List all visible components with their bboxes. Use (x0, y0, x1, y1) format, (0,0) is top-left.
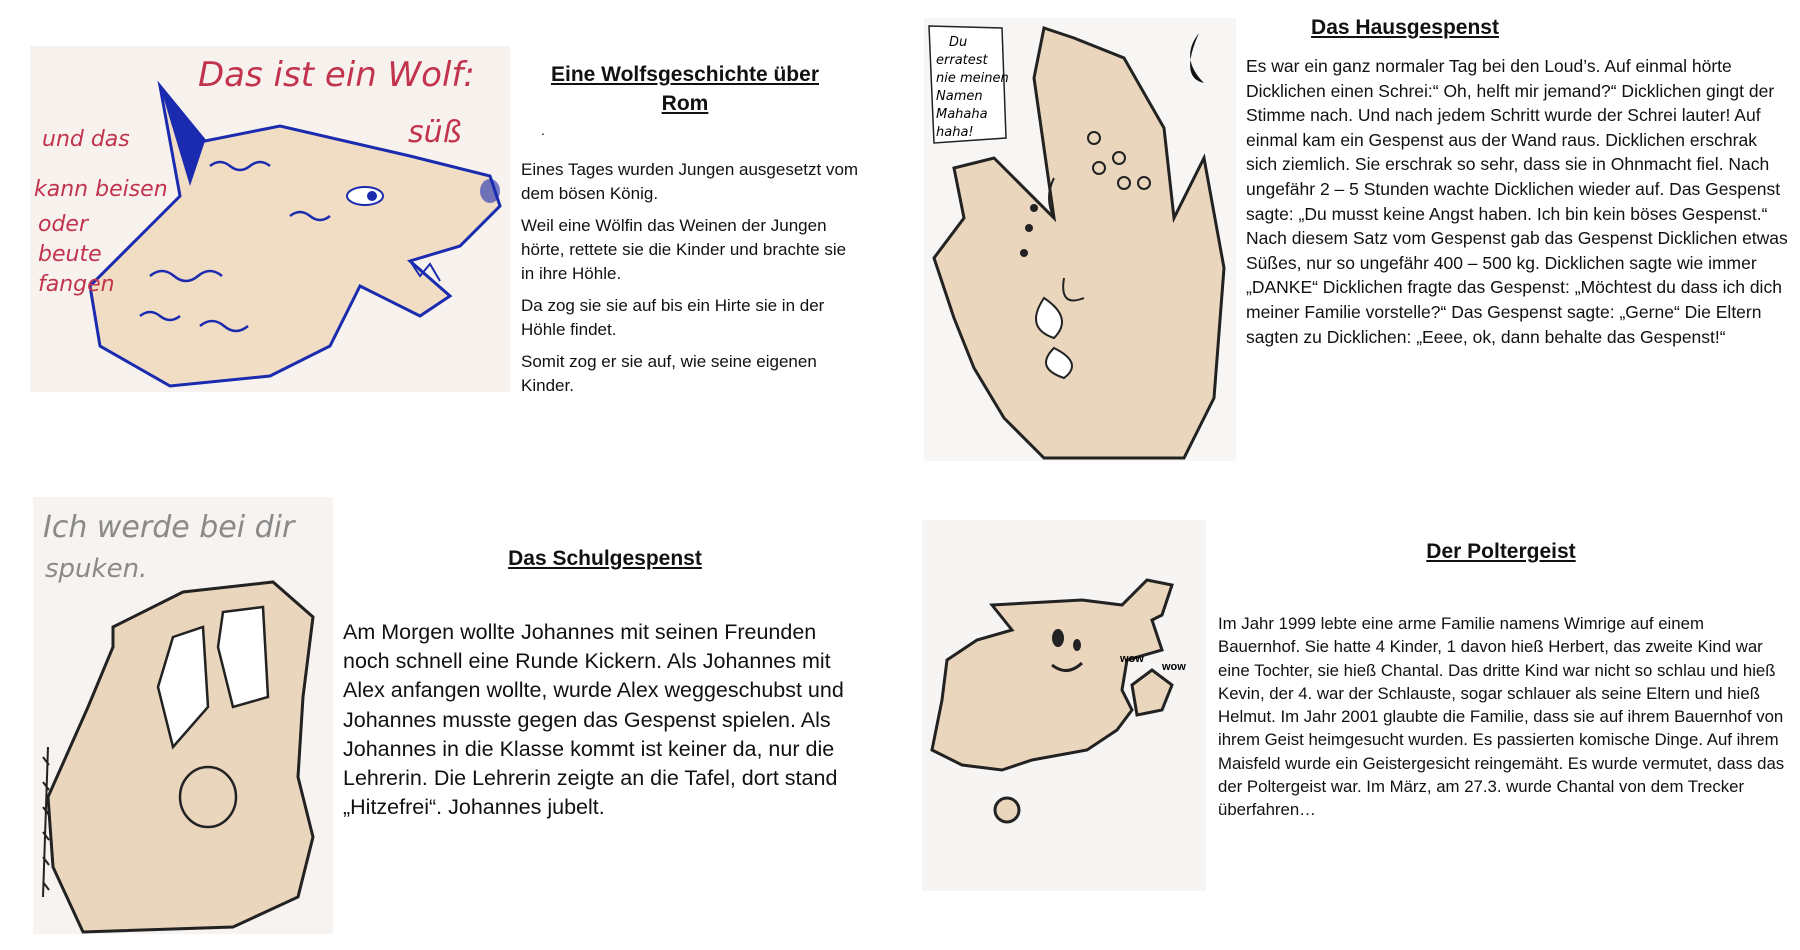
school-drawing-line-1: Ich werde bei dir (43, 510, 295, 545)
wolf-drawing-svg (30, 46, 510, 392)
wolf-drawing (30, 46, 510, 392)
poltergeist-title: Der Poltergeist (1426, 540, 1576, 563)
wolf-story (521, 158, 861, 406)
hausgespenst-text: Es war ein ganz normaler Tag bei den Loud’s. Auf einmal hörte Dicklichen einen Schrei:“ Oh, helft mir jemand?“ Dicklichen gingt der Stimme nach. Und nach jedem Schritt wurde der Schrei lauter! Auf einmal kam ein Gespenst aus der Wand raus. Dicklichen erschrak sich ziemlich. Sie erschrak so sehr, dass sie in Ohnmacht fiel. Nach ungefähr 2 – 5 Stunden wachte Dicklichen wieder auf. Das Gespenst sagte: „Du musst keine Angst haben. Ich bin kein böses Gespenst.“ Nach diesem Satz vom Gespenst gab das Gespenst Dicklichen etwas Süßes, nur so ungefähr 400 – 500 kg. Dicklichen sagte wie immer „DANKE“ Dicklichen fragte das Gespenst: „Möchtest du dass ich dich meiner Familie vorstelle?“ Das Gespenst sagte: „Gerne“ Die Eltern sagten zu Dicklichen: „Eeee, ok, dann behalte das Gespenst!“ (1246, 56, 1788, 347)
bubble-line-3: nie meinen (936, 71, 1009, 86)
wolf-paragraph-2: Weil eine Wölfin das Weinen der Jungen hörte, rettete sie die Kinder und brachte sie in ihre Höhle. (521, 216, 847, 283)
wolf-side-line-4: beute (38, 242, 102, 267)
schulgespenst-drawing (33, 497, 333, 934)
wolf-caption-sweet: süß (408, 115, 462, 150)
wolf-side-line-3: oder (38, 212, 89, 237)
wolf-paragraph-4: Somit zog er sie auf, wie seine eigenen Kinder. (521, 352, 817, 395)
wolf-side-line-5: fangen (38, 272, 115, 297)
hausgespenst-drawing (924, 18, 1236, 461)
hausgespenst-title: Das Hausgespenst (1311, 16, 1499, 39)
wolf-title-line-2: Rom (661, 92, 709, 115)
hausgespenst-drawing-svg (924, 18, 1236, 461)
poltergeist-drawing-svg (922, 520, 1206, 891)
wolf-caption: Das ist ein Wolf: (198, 55, 475, 95)
wolf-paragraph-3: Da zog sie sie auf bis ein Hirte sie in der Höhle findet. (521, 296, 825, 339)
bubble-line-1: Du (949, 35, 968, 50)
bubble-line-6: haha! (936, 125, 974, 140)
wow-2: wow (1162, 661, 1186, 673)
wolf-paragraph-1: Eines Tages wurden Jungen ausgesetzt vom dem bösen König. (521, 160, 859, 203)
wolf-title-line-1: Eine Wolfsgeschichte über (550, 63, 819, 86)
wolf-side-line-1: und das (42, 127, 130, 152)
schulgespenst-drawing-svg (33, 497, 333, 934)
bubble-line-2: erratest (936, 53, 988, 68)
school-drawing-line-2: spuken. (45, 554, 148, 584)
wow-1: wow (1120, 653, 1144, 665)
wolf-title (535, 60, 835, 118)
schulgespenst-title: Das Schulgespenst (508, 547, 702, 570)
poltergeist-text: Im Jahr 1999 lebte eine arme Familie namens Wimrige auf einem Bauernhof. Sie hatte 4 Kinder, 1 davon hieß Herbert, das zweite Kind war eine Tochter, sie hieß Chantal. Das dritte Kind war nicht so schlau und hieß Kevin, der 4. war der Schlauste, sogar schlauer als seine Eltern und hieß Helmut. Im Jahr 2001 glaubte die Familie, dass sie auf ihrem Bauernhof von ihrem Geist heimgesucht wurden. Es passierten komische Dinge. Auf ihrem Maisfeld wurde ein Geistergesicht reingemäht. Es wurde vermutet, dass das der Poltergeist war. Im März, am 27.3. wurde Chantal von dem Trecker überfahren… (1218, 614, 1785, 820)
schulgespenst-text: Am Morgen wollte Johannes mit seinen Freunden noch schnell eine Runde Kickern. Als Johannes mit Alex anfangen wollte, wurde Alex weggeschubst und Johannes musste gegen das Gespenst spielen. Als Johannes in die Klasse kommt ist keiner da, nur die Lehrerin. Die Lehrerin zeigte an die Tafel, dort stand „Hitzefrei“. Johannes jubelt. (343, 620, 844, 820)
bubble-line-4: Namen (936, 89, 983, 104)
poltergeist-drawing (922, 520, 1206, 891)
bubble-line-5: Mahaha (936, 107, 988, 122)
wolf-dot: . (541, 122, 545, 138)
wolf-side-line-2: kann beisen (34, 177, 168, 202)
